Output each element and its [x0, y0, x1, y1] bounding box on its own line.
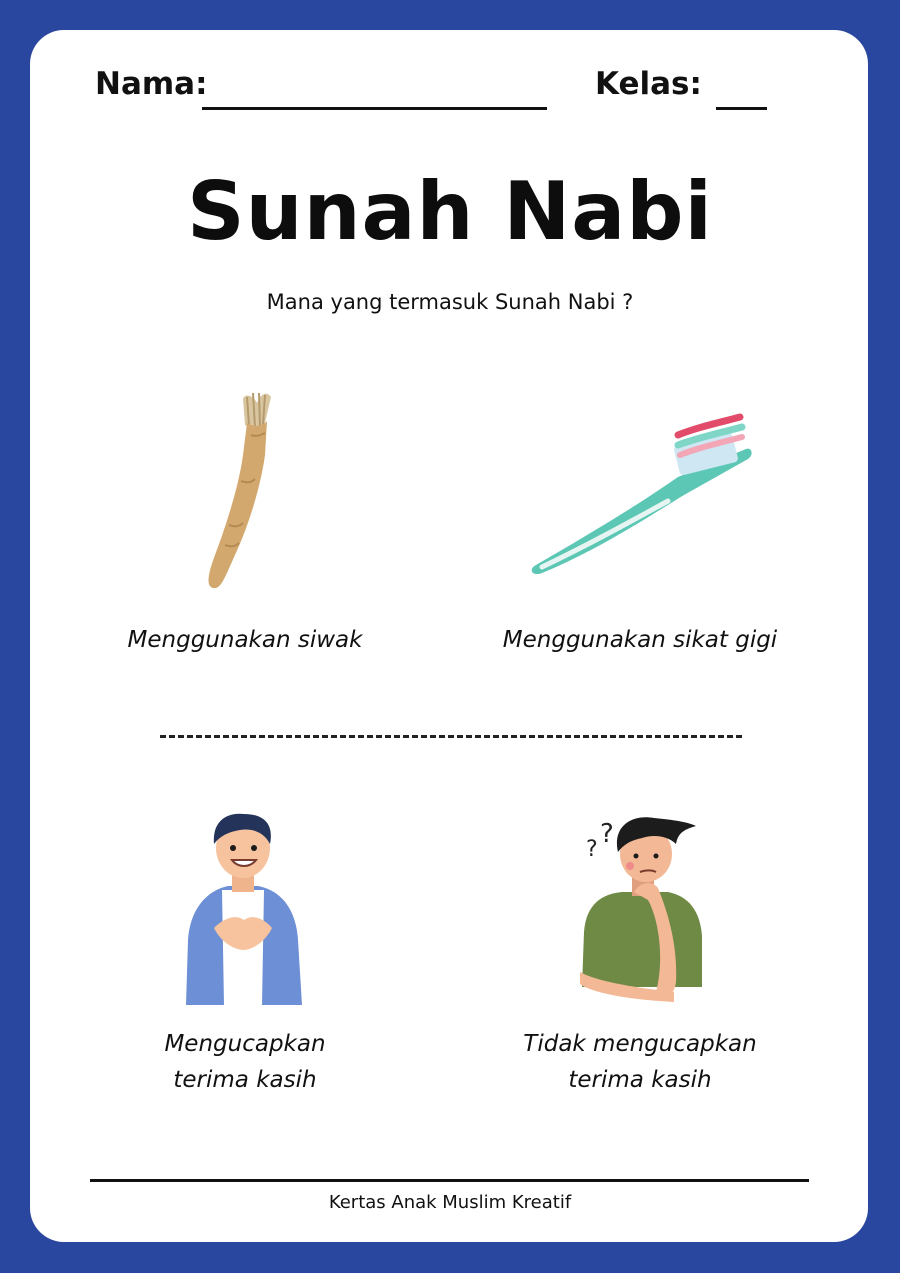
caption-grateful-line2: terima kasih: [173, 1067, 317, 1093]
svg-text:?: ?: [600, 819, 614, 849]
caption-confused-line2: terima kasih: [568, 1067, 712, 1093]
caption-toothbrush: Menggunakan sikat gigi: [502, 627, 778, 653]
class-blank-line[interactable]: [716, 107, 767, 110]
name-label: Nama:: [95, 66, 208, 102]
question-text: Mana yang termasuk Sunah Nabi ?: [266, 290, 634, 314]
footer-rule: [90, 1179, 809, 1182]
caption-confused: [495, 1026, 785, 1098]
caption-siwak: Menggunakan siwak: [127, 627, 363, 653]
footer-text: Kertas Anak Muslim Kreatif: [328, 1192, 572, 1213]
grateful-man-icon[interactable]: [178, 810, 308, 1005]
name-blank-line[interactable]: [202, 107, 547, 110]
caption-grateful: [120, 1026, 370, 1098]
siwak-icon[interactable]: [195, 385, 295, 595]
section-divider: [160, 735, 742, 738]
confused-man-icon[interactable]: [578, 812, 708, 1007]
caption-confused-line1: Tidak mengucapkan: [523, 1031, 757, 1057]
caption-grateful-line1: Mengucapkan: [164, 1031, 326, 1057]
svg-text:?: ?: [586, 837, 598, 862]
class-label: Kelas:: [595, 66, 702, 102]
toothbrush-icon[interactable]: [528, 405, 758, 580]
page-title: Sunah Nabi: [187, 165, 713, 258]
